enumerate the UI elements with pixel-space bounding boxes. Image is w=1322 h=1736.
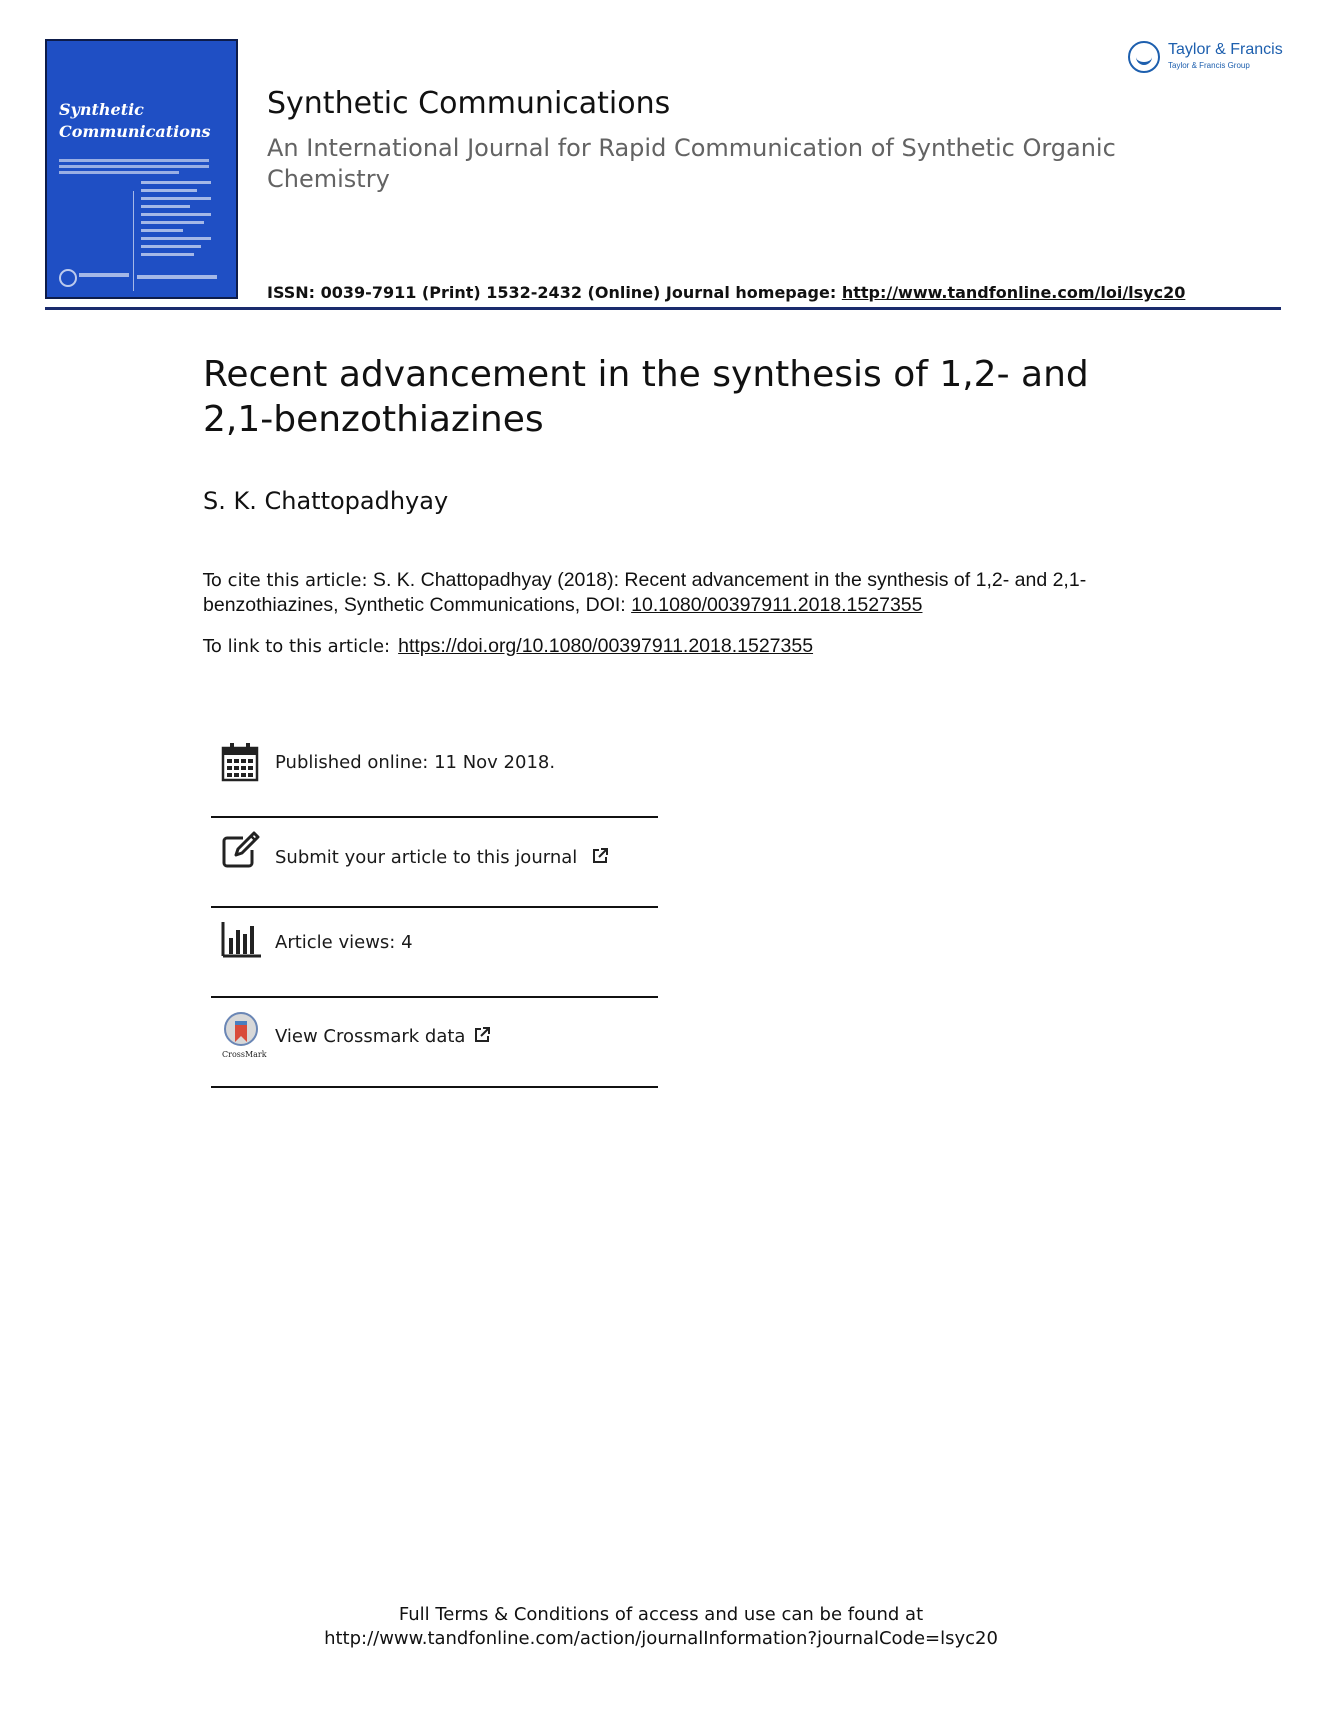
cover-title-line2: Communications xyxy=(59,122,211,141)
crossmark-item[interactable] xyxy=(211,998,658,1088)
published-online-text: Published online: 11 Nov 2018. xyxy=(275,752,556,773)
doi-link[interactable]: 10.1080/00397911.2018.1527355 xyxy=(631,594,923,616)
cover-title-line1: Synthetic xyxy=(59,100,144,119)
external-link-icon xyxy=(473,1026,491,1044)
article-views-item xyxy=(211,908,658,998)
submit-article-item[interactable] xyxy=(211,818,658,908)
crossmark-text: View Crossmark data xyxy=(275,1026,466,1047)
taylor-francis-lamp-icon xyxy=(1128,41,1160,73)
citation-text: S. K. Chattopadhyay (2018): Recent advancement in the synthesis of 1,2- and 2,1-benzothiazines, Synthetic Communications, DOI: xyxy=(203,569,1087,616)
info-divider xyxy=(211,1086,658,1088)
issn-line xyxy=(267,283,1185,302)
article-link-line xyxy=(203,635,813,658)
crossmark-link[interactable] xyxy=(275,1026,491,1047)
bar-chart-icon xyxy=(221,920,261,960)
terms-url-link[interactable]: http://www.tandfonline.com/action/journalInformation?journalCode=lsyc20 xyxy=(324,1628,998,1649)
submit-article-link[interactable] xyxy=(275,847,609,868)
article-author: S. K. Chattopadhyay xyxy=(203,487,449,515)
publisher-name: Taylor & Francis xyxy=(1168,41,1283,58)
cover-editor-lines xyxy=(141,181,211,261)
article-info-list xyxy=(211,730,658,1088)
journal-subtitle: An International Journal for Rapid Communication of Synthetic Organic Chemistry xyxy=(267,134,1116,193)
article-link-label: To link to this article: xyxy=(203,636,391,657)
cover-publisher-logo-icon xyxy=(59,269,77,287)
submit-article-text: Submit your article to this journal xyxy=(275,847,578,868)
cover-decor-rule xyxy=(133,191,134,291)
published-online-item xyxy=(211,730,658,818)
header-divider xyxy=(45,307,1281,310)
crossmark-logo-text: CrossMark xyxy=(222,1050,267,1059)
cover-publisher-mark xyxy=(79,273,129,277)
terms-footer xyxy=(0,1603,1322,1651)
journal-cover xyxy=(45,39,238,299)
edit-icon xyxy=(221,830,261,870)
issn-text: ISSN: 0039-7911 (Print) 1532-2432 (Online) Journal homepage: xyxy=(267,283,842,302)
citation-block xyxy=(203,568,1163,618)
crossmark-icon xyxy=(223,1012,263,1052)
journal-homepage-link[interactable]: http://www.tandfonline.com/loi/lsyc20 xyxy=(841,283,1186,302)
external-link-icon xyxy=(591,847,609,865)
cover-volume-mark xyxy=(137,275,217,279)
publisher-group: Taylor & Francis Group xyxy=(1168,61,1250,70)
article-title: Recent advancement in the synthesis of 1,2- and 2,1-benzothiazines xyxy=(203,354,1089,440)
citation-label: To cite this article: xyxy=(203,570,368,591)
publisher-logo[interactable] xyxy=(1128,39,1288,79)
article-doi-url-link[interactable]: https://doi.org/10.1080/00397911.2018.1527355 xyxy=(398,635,814,657)
cover-title xyxy=(59,99,211,143)
terms-text: Full Terms & Conditions of access and use can be found at xyxy=(398,1604,924,1625)
cover-decor-lines xyxy=(59,159,209,177)
journal-name: Synthetic Communications xyxy=(267,86,671,121)
calendar-icon xyxy=(221,742,261,782)
article-views-text: Article views: 4 xyxy=(275,932,413,953)
